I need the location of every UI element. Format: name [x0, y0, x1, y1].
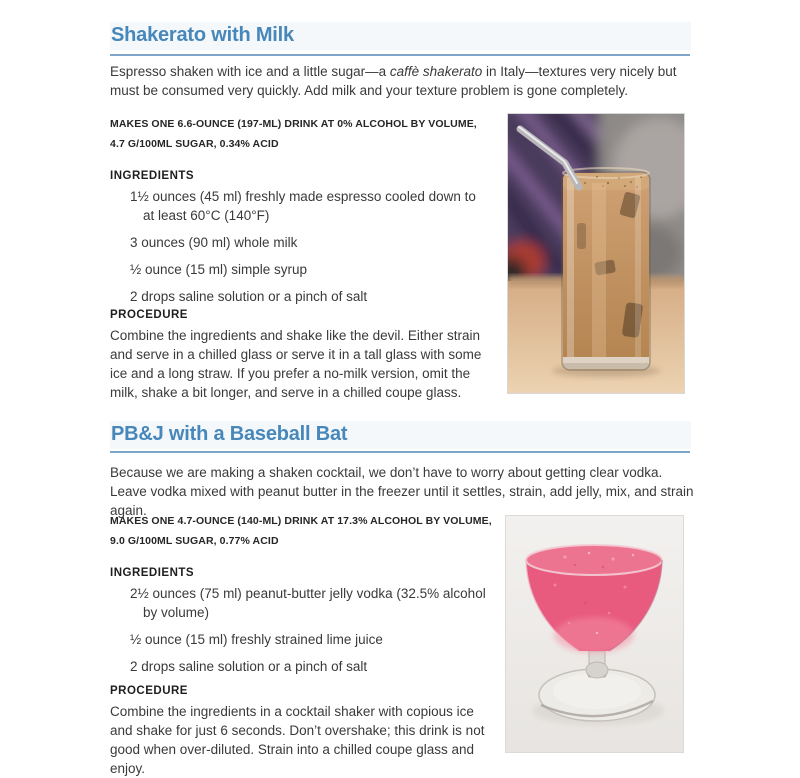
recipe-title: Shakerato with Milk — [110, 22, 691, 50]
procedure-heading: PROCEDURE — [110, 685, 188, 697]
procedure-heading: PROCEDURE — [110, 309, 188, 321]
ingredients-heading: INGREDIENTS — [110, 567, 195, 579]
intro-text: in Italy—textures very nicely but must be consumed very quickly. Add milk and your texture problem is gone completely. — [110, 64, 677, 98]
recipe-intro — [110, 62, 698, 100]
intro-text: Because we are making a shaken cocktail, we don’t have to worry about getting clear vodka. Leave vodka mixed with peanut butter in the freezer until it settles, strain, add jelly, mix, and strain again. — [110, 465, 694, 518]
photo-iced-shakerato — [507, 113, 685, 394]
ingredients-list — [110, 584, 488, 684]
title-underline — [110, 54, 690, 56]
ingredient-item: ½ ounce (15 ml) simple syrup — [130, 262, 308, 277]
title-underline — [110, 451, 690, 453]
ingredient-item: 2 drops saline solution or a pinch of salt — [130, 659, 368, 674]
ingredient-item: 3 ounces (90 ml) whole milk — [130, 235, 298, 250]
ingredients-list — [110, 187, 488, 314]
procedure-text: Combine the ingredients in a cocktail shaker with copious ice and shake for just 6 seconds. Don’t overshake; this drink is not good when over-diluted. Strain into a chilled coupe glass and enjoy. — [110, 704, 485, 776]
ingredient-item: 2½ ounces (75 ml) peanut-butter jelly vodka (32.5% alcohol by volume) — [130, 586, 486, 620]
yield-line: MAKES ONE 4.7-OUNCE (140-ML) DRINK AT 17.3% ALCOHOL BY VOLUME, 9.0 G/100ML SUGAR, 0.77% ACID — [110, 515, 492, 547]
intro-italic-text: caffè shakerato — [389, 64, 483, 79]
ingredients-heading: INGREDIENTS — [110, 170, 195, 182]
photo-pbj-coupe — [505, 515, 684, 753]
intro-text: Espresso shaken with ice and a little sugar—a — [110, 64, 390, 79]
ingredient-item: ½ ounce (15 ml) freshly strained lime juice — [130, 632, 383, 647]
ingredient-item: 2 drops saline solution or a pinch of salt — [130, 289, 368, 304]
procedure-text: Combine the ingredients and shake like the devil. Either strain and serve in a chilled glass or serve it in a tall glass with some ice and a long straw. If you prefer a no-milk version, omit the milk, shake a bit longer, and serve in a chilled coupe glass. — [110, 328, 482, 400]
yield-line: MAKES ONE 6.6-OUNCE (197-ML) DRINK AT 0% ALCOHOL BY VOLUME, 4.7 G/100ML SUGAR, 0.34% ACID — [110, 118, 477, 150]
ingredient-item: 1½ ounces (45 ml) freshly made espresso cooled down to at least 60°C (140°F) — [130, 189, 476, 223]
recipe-title: PB&J with a Baseball Bat — [110, 421, 691, 449]
